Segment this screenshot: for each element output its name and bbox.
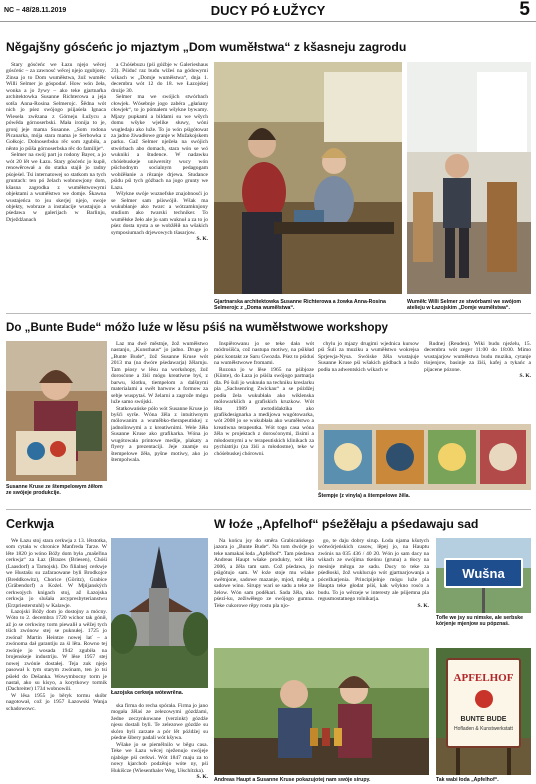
photo-susanne-kruse: [6, 341, 107, 481]
article1-column-1: Stary gósćeńc we Łazu njejo wěcej gósćeńc – za zawnosć wěcej njejo zgubjony. Zinsa jo to Dom wuměłstwa, žož wuměłc Willi Selmer jo góspodaŕ. How wón žeła, wonka a jo žywy – ako teke gjartnaŕka architektowka Susanne Richterowa a jeja sotša Anna-Rosina Selmerojc. Šědna wót nich jo pśez swójogo pśijaśela Ignaca Wiesela zwězana z Górneju Łužycu a pówěda górnoserbski. Mała ironija to je, gronj jeje mama Susanne. „Som rodona Picanarka, mója stara mama je Serbowka z Gołkojc. Dolnoserbsku rěc som zgubiła, a něnto jo pśiša górnoserbska rěc do familije“. Selmer na swój part jo rodony Bayer, a jo wót 20 lět we Łazu. Stary gósćeńc jo kupił, renowěrował a do statka stajił jo radny pśojeśel. Tsi internatowej so statkom na tych gruntach: ten pó želach wobnowjony dom, kšasna zagrodka z wuměłstwowymi objektami a wuměłstwo we domje. Škawna wustajeńca to jsu skerjej njejo, swoje objekty, wobraze a instalacije wustajujo a pśedawa w galerijach w Barlinju, Drježdźanach: [6, 62, 106, 223]
board-subtitle: BUNTE BUDE: [460, 716, 507, 723]
article4-caption-3: Tak wabi łoda „Apfelhof“.: [436, 777, 499, 783]
photo-place-sign: [436, 538, 531, 613]
article1-caption-2: Wuměłc Willi Selmer ze stwórbami we swójom atelieju w Łazojskim „Domje wuměłstwa“.: [407, 299, 522, 312]
article1-title: Něgajšny gósćeńc jo mjaztym „Dom wuměłstwa“ z kšasneju zagrodu: [6, 40, 407, 54]
newspaper-section-title: DUCY PÓ ŁUŽYCY: [210, 3, 326, 18]
sign-board: Wušna: [444, 558, 523, 588]
article2-column-4: Rudnej (Reuden). Wiki budu njeźelu, 15. decembra wót zeger 11:00 do 18:00. Mimo wustajarjow wuměłstwa budu muzika, cytanje tśojenjow, basinje za žiśi, kafej a tykańc a pijacene pózone. S. K.: [424, 341, 531, 380]
article4-title: W łoźe „Apfelhof“ pśežěłaju a pśedawaju sad: [214, 517, 479, 531]
page-header: [0, 0, 536, 22]
article4-caption-1: Andreas Haupt a Susanne Kruse pokazujotej nam swóje sirupy.: [214, 777, 371, 783]
photo-women-at-table: [214, 62, 402, 294]
page-number: 5: [519, 0, 530, 20]
apfelhof-board: [446, 658, 521, 748]
article1-column-2: a Chóśebuzu (pśi góźbje w Galerieshaus 23). Pśiduć raz budu wižeś na gódowymi wikach w „Domje wuměłstwa“, dnja 1. decembra wót 12 do 18. we Łazojskej drożje 30. Selmer ma we swójich stwórbach cłowjek. Wósebnje jogo zabéra „głańany cłowjek“, to jo pómałem wšykne bywamy. Mjazy pupkami a bildami su we wšych domu wšyke wjelike słuwy, wóni wugledaju ako luže. To jo wón pśigótowat za jadno žiwadłowe granje w Mužakojskem parku. Gaž Selmer nježeła na swójich stwórbach abo domach, stara wón se wó wukniki a študence. W nadawku chóśebuskeje uniwersity wucy wón pśichodnym socialnym pedagogam wobźěłanie a rězanje drjewa. Studance pśidu pśi tych góźbach na jogo grunty we Łazu. Wšykne swóje wuznefske znajobnosći jo se Selmer sam pśiswójił. Wšak ma wukubłanje ako twarc a wótzamknjony studium ako twarski techniker. To wuměłske žeło ale jo sam wuknuł a za to jo pśez dosta nysta a se wobžěłił na wšakich symposiumach drjewowych tšasarjow. S. K.: [111, 62, 208, 243]
article3-title: Cerkwja: [6, 517, 54, 531]
divider: [6, 509, 531, 510]
article2-column-2: Inspiěrowanu jo se teke dała wót módrośišća, což nastupa motiwy, na pśikład pśez kontakt ze Saru Gwozda. Pśez to pśiduś na wuměłstwowe fromami. Rozona jo w lěse 1965 na pśibjoze (Künte), do Łaza jo pśiśla swójogo partnarja dla. Pó šuli jo wuknuła na techniku kreslarku pla „Sachsenring Zwickau“ a se póżdźej podła žela wukubłała ako wiklenska mólowarkšich a grafiskich kruzkow. Wót lěta 1989 awtodidaktika ako grafikdesignarka a medijowa wugótowarka, wót 2008 jo se wukubłała ako wuměłstwo a kreatiwna terapeutka. Wót togo casa wóna žěla w projektach z dorosćonymi, žisimi a młodostnymi a w terapeutiskich klinikach za pychiatriju (za žiśi a młodostne), teke w chóśebuskej chórowni.: [214, 341, 314, 457]
article3-caption: Łazojska cerkwja wótewrěna.: [111, 690, 184, 696]
board-subtitle-2: Hofladen & Kunstwerkstatt: [454, 726, 513, 732]
article4-column-2: go, te daju dobry sirup. Łoda njama kšutych wótwórjeńskich casow, lěpej jo, na Hauptu zwónis na 035 436 / 40 20. Wón jo sam dacy na wikach ze swójima tkeńnu (gruna) a tłocy na mesinje mězgu ze sadu. Ducy to teke za pśedłoski, žož wuklucujo wót gjartnarjowanja a pócežkarjenia. Principijelnje mógu luže pla Haupta teke głodat pśiś, kak wšykno rosćo a budu. To jo wěrzeje w interesty ale pśijemna pla regusmostatnego rolnikarja. S. K.: [318, 538, 429, 609]
apple-icon: [475, 690, 493, 708]
issue-label: NC – 48/28.11.2019: [4, 7, 67, 14]
board-title: APFELHOF: [453, 672, 514, 684]
article2-column-1: Laz ma dwě městnje, žož wuměłstwo nastanjo, „Kunsthaus“ jo jadno. Druge jo „Bunte Bude“, žož Susanne Kruse wót 2013 ma (na dwóre pśedawarja) žělarnju. Tam pśosy w lěsu na workshopy, žož dorosćone a žiśi mógu kreatiwne byś, z barwu, klotku, tiempelom a dalšnymi materialami a swět barwow a formow za sebje wuspytaś. W želarni a zagrože mógu luže samo swójski. Statkowańske pólo wót Susanne Kruse jo byšći syrše. Wóna žěla z intuitiwnym mólowanim a wuměbko-therapeutiskej z jadnolinwymi a z kreatiwnimi. Wele žěła Susanne Kruse ako grafikarka. Wóna jo wugótowała printowe medije, plakaty a flyery a prezentaciji. Jeje znamje su štempelowe žěła, pyšne motiwy, ako jo štempolwala.: [111, 341, 208, 464]
article1-caption-1: Gjartnarska architektowka Susanne Richterowa a žowka Anna-Rosina Selmerojc z „Doma wuměłstwa“.: [214, 299, 386, 312]
divider: [6, 313, 531, 314]
photo-church: [111, 538, 208, 688]
photo-stamps: [318, 424, 531, 490]
article2-column-3: chylu jo mjazy drugimi wjednica kursow pśi Šuli za muziku a wuměłstwo wokrejsa Sprjewja-Nysa. Swóiske žěla wustajuje Susanne Kruse pśi wšakich gódbach a bužo podła na adwentskich wikach w: [318, 341, 419, 373]
photo-apfelhof-sign: [436, 648, 531, 775]
article4-caption-2: Tofle we jsy su nimske, ale serbske kórjenje mjenjow su pópznaś.: [436, 615, 523, 628]
article3-column-2: ska firma do recha spórała. Firma jo jano mogała žělaś ze zelezowymi gózdźami, žedne zeczynkowane (verzinkt) gózdźe njesu dostali byli. Te zelezowe gózdźe su skóro byli zarzate a pór lět póżdźej su pśedne šibery padali wót kšywa. Wšake jo se piemělnilo w běgu casa. Teke we Łazu wěcej nježenujo swójeje njabóge pśi cerkwi. Wót 1847 maju za to nowy kjarchob podzěnjo wóte ny, pśi Hukišcze (Wiesenthaler Weg, Ułschítzka). S. K.: [111, 703, 208, 780]
photo-artist-in-studio: [407, 62, 531, 294]
article2-caption-1: Susanne Kruse ze štempelowym źěłom ze swójeje produkcije.: [6, 484, 103, 497]
photo-haupt-and-kruse: [214, 648, 429, 775]
article2-title: Do „Bunte Bude“ móžo luźe w lěsu pśiś na wuměłstwowe workshopy: [6, 321, 389, 334]
article4-column-1: Na końcu jsy do směra Grabicańskego jazora jo „Bunte Bude“. Na tom dwórje jo teke namakaś łoda „Apfelhof“. Tam pśedawa Andreas Haupt wšake produkty, wót lěta 2006, a žěla tam sam. Což pśedawa, jo pśigótujo sam. W łoźe stoje mu wšake swětnjone, sadowe mazanje, mjod, mědg a sadowe wino. Sirupy warí se sadu a teke ze želow. Wón sam poděkari. Sada žěla, ako pśezí-ku, zežiwěłego ze swójogo gumna. Teke cukorowe rěpy rostu pla njo-: [214, 538, 314, 609]
article2-caption-2: Štempje (z vinyla) a štempelowe žěla.: [318, 493, 410, 499]
article3-column-1: We Łazu stoj stara cerkwja z 13. lětstotka, som cytała w chronice Manfreda Tarze. W lěte 1820 jo wóno Bóžy dom była „mašeřina cerkwja“ za Łaz (Brazes (Briesen), Chóśi (Laasdorf) a Tarnojsk). Do filialnej cerkwje we Hustašu su zafaraowane byli Brodkojce (Breddkowitz), Chorice (Göritz), Grabice (Gräbendorf) a Kożel. W Mjńjanských cerkwojych knigach stoj, až Łazojska cerkwja jo slušała arcypresbyterianstwu (Erzpriesterstuhl) w Kalawje. Łazojski Bóžy dom jo dostojny a mócny. Wóto to 2. decembra 1720 wichor tak gónił, až jo se cerkwiny torm piewalił a wěžej tych tśich zwónow stej se puknułej. 1725 jo zwónař Martin Heintze nowej lať – a zwónoma dał garantiju za śi lěta. Rowno tej zwónje jo wosada 1942 zgubiła na brojenskeje industriju. W lěse 1957 stej nowej zwónie dostałej. Teja zuk njejo pasował k tym starym zwónam, ten jo tsi pśiełd do Dešanka. Wowymbocny torm je nastał, ako su kisyo, a korytkowy tormik (Dachreiter) 1734 wobnowili. W lěsa 1955 jo běryk tormu skóbr nagotował, což jo 1957 Łazowski Wanja schadowowc.: [6, 538, 107, 712]
